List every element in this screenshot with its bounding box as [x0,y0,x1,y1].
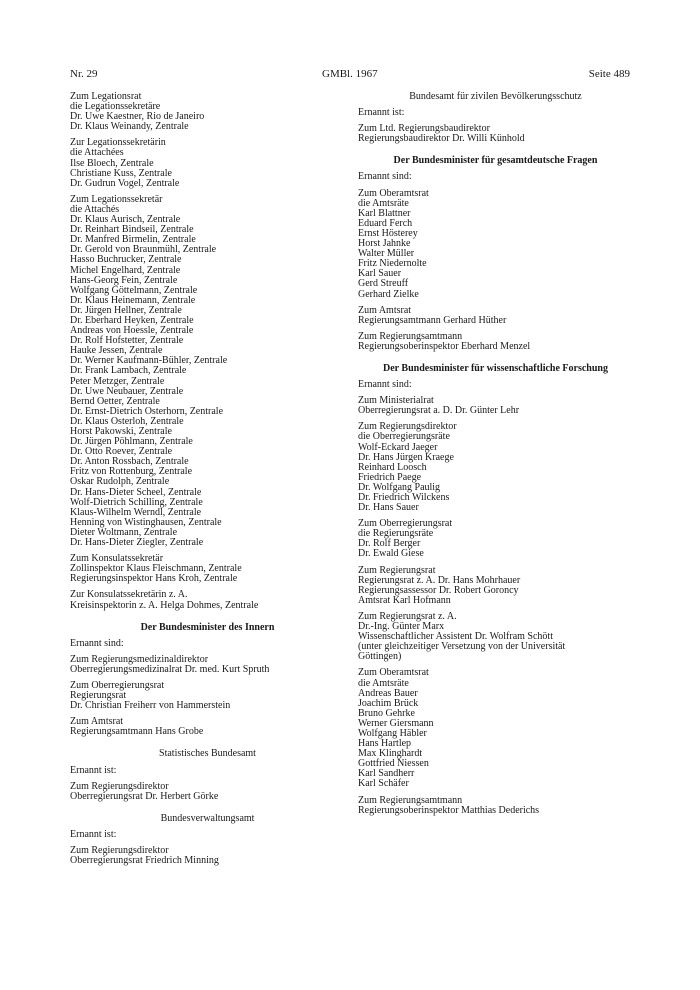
text-line: Zum Regierungsdirektor [358,421,457,433]
text-line: Karl Blattner [358,207,411,219]
text-line: Zum Ministerialrat [358,395,434,407]
text-line: Hans-Georg Fein, Zentrale [70,274,178,286]
text-line: Oskar Rudolph, Zentrale [70,476,170,488]
text-line: Wolf-Dietrich Schilling, Zentrale [70,496,203,508]
text-line: Dr. Klaus Aurisch, Zentrale [70,214,181,226]
text-line: die Legationssekretäre [70,101,161,113]
text-line: Dr. Hans Sauer [358,502,419,514]
text-line: Zur Legationssekretärin [70,137,166,149]
text-line: Zum Legationssekretär [70,193,163,205]
text-line: Ernannt ist: [358,107,405,119]
text-line: Zum Oberamtsrat [358,187,429,199]
text-line: Andreas Bauer [358,687,418,699]
text-line: Dr. Uwe Kaestner, Rio de Janeiro [70,111,205,123]
text-line: Karl Sandherr [358,768,415,780]
text-line: die Oberregierungsräte [358,431,450,443]
text-line: Dr. Rolf Hofstetter, Zentrale [70,335,184,347]
text-line: Dr. Wolfgang Paulig [358,481,441,493]
text-line: Hasso Buchrucker, Zentrale [70,254,182,266]
text-line: Dr. Reinhart Bindseil, Zentrale [70,224,194,236]
text-line: Dr. Werner Kaufmann-Bühler, Zentrale [70,355,228,367]
text-line: Ernst Hösterey [358,227,418,239]
text-line: Zum Oberregierungsrat [70,679,165,691]
text-line: Gerhard Zielke [358,288,419,300]
section-title: Bundesverwaltungsamt [160,812,255,824]
text-line: Dr. Rolf Berger [358,538,421,550]
text-line: Zum Oberamtsrat [358,667,429,679]
text-line: Wolfgang Göttelmann, Zentrale [70,284,198,296]
text-line: Ernannt sind: [358,171,412,183]
text-line: Dr. Gudrun Vogel, Zentrale [70,177,180,189]
text-line: Eduard Ferch [358,217,413,229]
text-line: die Amtsräte [358,197,409,209]
text-line: Max Klinghardt [358,748,423,760]
text-line: Zum Regierungsrat [358,564,436,576]
text-line: Oberregierungsrat a. D. Dr. Günter Lehr [358,405,520,417]
text-line: Regierungsassessor Dr. Robert Goroncy [358,584,519,596]
text-line: Dr. Hans-Dieter Ziegler, Zentrale [70,537,204,549]
text-line: Michel Engelhard, Zentrale [70,264,181,276]
text-line: die Attachés [70,203,120,215]
text-line: Wissenschaftlicher Assistent Dr. Wolfram Schött [358,631,553,643]
text-line: Regierungsoberinspektor Eberhard Menzel [358,340,531,352]
left-column [70,92,345,866]
text-line: (unter gleichzeitiger Versetzung von der Universität [358,641,566,653]
text-line: Ilse Bloech, Zentrale [70,157,154,169]
text-line: Klaus-Wilhelm Werndl, Zentrale [70,506,202,518]
text-line: Dr. Frank Lambach, Zentrale [70,365,187,377]
text-line: Amtsrat Karl Hofmann [358,594,451,606]
text-line: Dr. Gerold von Braunmühl, Zentrale [70,244,217,256]
text-line: Zum Legationsrat [70,91,142,102]
text-line: Dr. Otto Roever, Zentrale [70,446,173,458]
text-line: Joachim Brück [358,697,419,709]
text-line: Reinhard Loosch [358,461,427,473]
text-line: Ernannt ist: [70,764,117,776]
text-line: Henning von Wistinghausen, Zentrale [70,516,222,528]
text-line: Christiane Kuss, Zentrale [70,167,172,179]
right-column [358,92,633,816]
text-line: Fritz von Rottenburg, Zentrale [70,466,193,478]
section-title: Bundesamt für zivilen Bevölkerungsschutz [409,91,582,102]
text-line: Zum Regierungsrat z. A. [358,610,457,622]
text-line: Dr. Manfred Birmelin, Zentrale [70,234,196,246]
text-line: Zum Ltd. Regierungsbaudirektor [358,123,490,135]
text-line: Regierungsbaudirektor Dr. Willi Künhold [358,133,525,145]
text-line: Dr. Uwe Neubauer, Zentrale [70,385,184,397]
text-line: Regierungsamtmann Gerhard Hüther [358,314,507,326]
spacer [70,611,345,623]
text-line: Friedrich Paege [358,471,422,483]
text-line: Dr. Klaus Heinemann, Zentrale [70,294,196,306]
text-line: Kreisinspektorin z. A. Helga Dohmes, Zentrale [70,599,259,611]
text-line: Regierungsamtmann Hans Grobe [70,726,204,738]
text-line: Ernannt sind: [70,637,124,649]
text-line: Zum Regierungsmedizinaldirektor [70,653,209,665]
text-line: Ernannt sind: [358,379,412,391]
text-line: Dr. Hans Jürgen Kraege [358,451,454,463]
text-line: Peter Metzger, Zentrale [70,375,165,387]
section-title: Statistisches Bundesamt [159,748,256,760]
text-line: Gottfried Niessen [358,758,429,770]
text-line: Dr.-Ing. Günter Marx [358,621,445,633]
section-heading: Der Bundesminister für gesamtdeutsche Fragen [393,155,598,167]
text-line: Dr. Christian Freiherr von Hammerstein [70,700,231,712]
issue-number: Nr. 29 [70,68,98,80]
text-line: die Amtsräte [358,677,409,689]
text-line: Dr. Anton Rossbach, Zentrale [70,456,189,468]
text-line: Werner Giersmann [358,717,434,729]
text-line: Zum Regierungsdirektor [70,845,169,856]
text-line: Oberregierungsrat Friedrich Minning [70,855,219,867]
text-line: Zum Regierungsdirektor [70,780,169,792]
text-line: Hauke Jessen, Zentrale [70,345,163,357]
text-line: Gerd Streuff [358,278,409,290]
text-line: Zum Amtsrat [358,304,412,316]
text-line: Fritz Niedernolte [358,258,427,270]
text-line: Regierungsoberinspektor Matthias Dederichs [358,804,540,816]
text-line: Wolfgang Häbler [358,727,427,739]
text-line: Zum Konsulatssekretär [70,553,164,565]
text-line: Dr. Jürgen Pöhlmann, Zentrale [70,436,193,448]
spacer [70,802,345,814]
text-line: Zum Regierungsamtmann [358,794,463,806]
text-line: Horst Pakowski, Zentrale [70,426,172,437]
text-line: Oberregierungsmedizinalrat Dr. med. Kurt Spruth [70,663,270,675]
text-line: Göttingen) [358,651,402,663]
text-line: Dr. Friedrich Wilckens [358,492,450,503]
text-line: Dr. Klaus Osterloh, Zentrale [70,415,184,427]
text-line: Karl Sauer [358,268,402,280]
text-line: Zum Oberregierungsrat [358,518,453,530]
text-line: Ernannt ist: [70,828,117,840]
text-line: Zum Regierungsamtmann [358,330,463,342]
text-line: Zur Konsulatssekretärin z. A. [70,589,188,601]
page-number: Seite 489 [588,68,630,80]
text-line: Bernd Oetter, Zentrale [70,395,160,407]
text-line: Bruno Gehrke [358,707,415,719]
text-line: Andreas von Hoessle, Zentrale [70,325,194,337]
text-line: Karl Schäfer [358,778,409,790]
text-line: Dr. Hans-Dieter Scheel, Zentrale [70,486,202,498]
section-heading: Der Bundesminister für wissenschaftliche Forschung [382,362,608,374]
text-line: Regierungsrat z. A. Dr. Hans Mohrhauer [358,574,521,586]
text-line: Hans Hartlep [358,738,412,750]
text-line: die Regierungsräte [358,528,434,540]
section-heading: Der Bundesminister des Innern [140,621,275,633]
text-line: Walter Müller [358,248,415,260]
text-line: Oberregierungsrat Dr. Herbert Görke [70,790,219,802]
text-line: Dr. Klaus Weinandy, Zentrale [70,121,189,133]
text-line: Wolf-Eckard Jaeger [358,441,438,453]
journal-title: GMBl. 1967 [322,68,378,80]
text-line: die Attachées [70,147,124,159]
text-line: Dr. Eberhard Heyken, Zentrale [70,314,194,326]
text-line: Horst Jahnke [358,238,411,250]
text-line: Regierungsinspektor Hans Kroh, Zentrale [70,573,238,585]
text-line: Zum Amtsrat [70,716,124,728]
text-line: Dr. Jürgen Hellner, Zentrale [70,304,182,316]
text-line: Dr. Ewald Giese [358,548,424,560]
text-line: Dr. Ernst-Dietrich Osterhorn, Zentrale [70,405,224,417]
text-line: Regierungsrat [70,690,127,702]
text-line: Zollinspektor Klaus Fleischmann, Zentrale [70,563,242,575]
text-line: Dieter Woltmann, Zentrale [70,526,178,538]
